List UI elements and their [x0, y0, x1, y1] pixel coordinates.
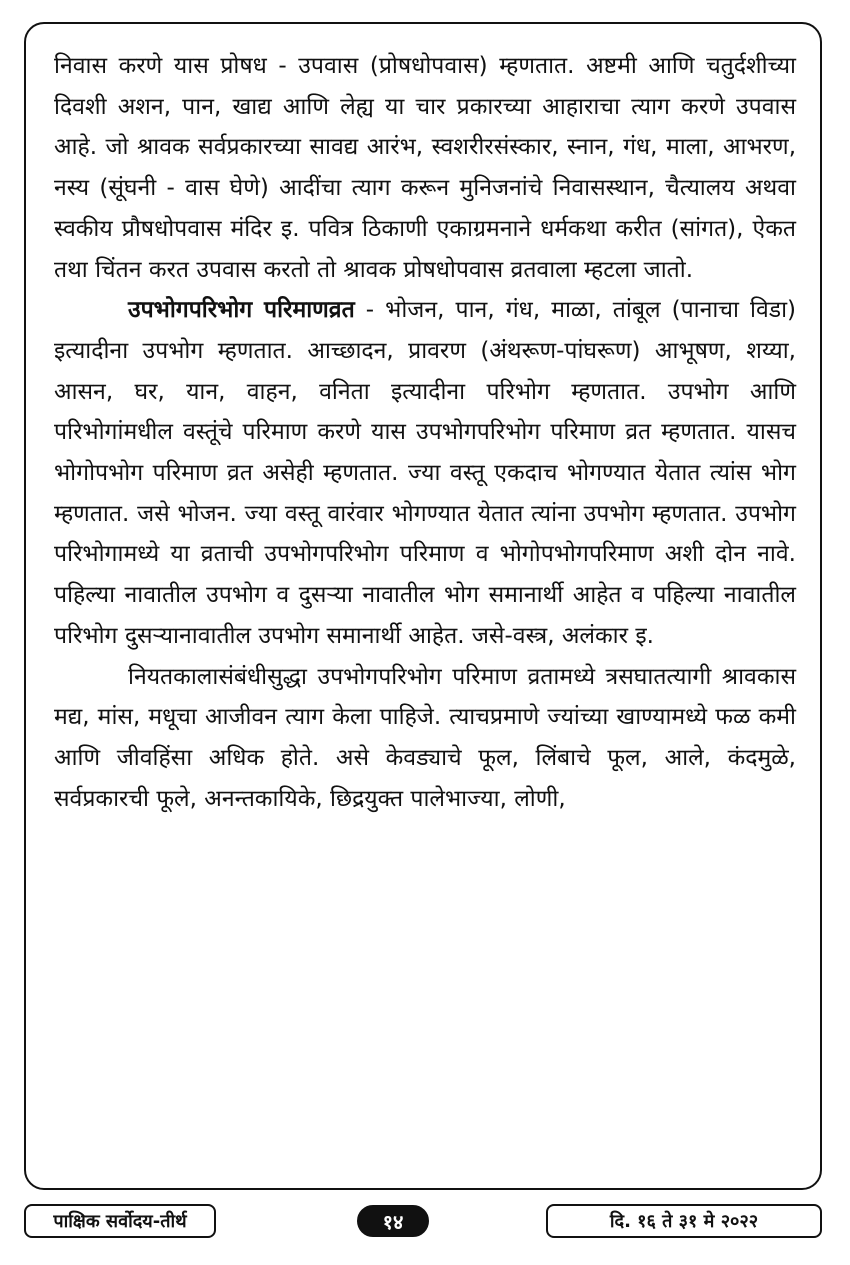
paragraph-niyatkal: नियतकालासंबंधीसुद्धा उपभोगपरिभोग परिमाण व्रतामध्ये त्रसघातत्यागी श्रावकास मद्य, मांस, मधूचा आजीवन त्याग केला पाहिजे. त्याचप्रमाणे ज्यांच्या खाण्यामध्ये फळ कमी आणि जीवहिंसा अधिक होते. असे केवड्याचे फूल, लिंबाचे फूल, आले, कंदमुळे, सर्वप्रकारची फूले, अनन्तकायिके, छिद्रयुक्त पालेभाज्या, लोणी,: [54, 663, 796, 812]
footer-page-number: १४: [357, 1205, 429, 1237]
footer-publication-name: पाक्षिक सर्वोदय-तीर्थ: [24, 1204, 216, 1238]
paragraph-proshadhopavas: निवास करणे यास प्रोषध - उपवास (प्रोषधोपवास) म्हणतात. अष्टमी आणि चतुर्दशीच्या दिवशी अशन, पान, खाद्य आणि लेह्य या चार प्रकारच्या आहाराचा त्याग करणे उपवास आहे. जो श्रावक सर्वप्रकारच्या सावद्य आरंभ, स्वशरीरसंस्कार, स्नान, गंध, माला, आभरण, नस्य (सूंघनी - वास घेणे) आदींचा त्याग करून मुनिजनांचे निवासस्थान, चैत्यालय अथवा स्वकीय प्रौषधोपवास मंदिर इ. पवित्र ठिकाणी एकाग्रमनाने धर्मकथा करीत (सांगत), ऐकत तथा चिंतन करत उपवास करतो तो श्रावक प्रोषधोपवास व्रतवाला म्हटला जातो.: [54, 53, 796, 283]
section-heading: उपभोगपरिभोग परिमाणव्रत: [128, 297, 355, 324]
footer-issue-date: दि. १६ ते ३१ मे २०२२: [546, 1204, 822, 1238]
paragraph-upabhog-paribhog: [54, 290, 796, 656]
paragraph-text: - भोजन, पान, गंध, माळा, तांबूल (पानाचा विडा) इत्यादीना उपभोग म्हणतात. आच्छादन, प्रावरण (अंथरूण-पांघरूण) आभूषण, शय्या, आसन, घर, यान, वाहन, वनिता इत्यादीना परिभोग म्हणतात. उपभोग आणि परिभोगांमधील वस्तूंचे परिमाण करणे यास उपभोगपरिभोग परिमाण व्रत म्हणतात. यासच भोगोपभोग परिमाण व्रत असेही म्हणतात. ज्या वस्तू एकदाच भोगण्यात येतात त्यांस भोग म्हणतात. जसे भोजन. ज्या वस्तू वारंवार भोगण्यात येतात त्यांना उपभोग म्हणतात. उपभोग परिभोगामध्ये या व्रताची उपभोगपरिभोग परिमाण व भोगोपभोगपरिमाण अशी दोन नावे. पहिल्या नावातील उपभोग व दुसऱ्या नावातील भोग समानार्थी आहेत व पहिल्या नावातील परिभोग दुसऱ्यानावातील उपभोग समानार्थी आहेत. जसे-वस्त्र, अलंकार इ.: [54, 297, 796, 649]
article-body: [54, 46, 796, 819]
